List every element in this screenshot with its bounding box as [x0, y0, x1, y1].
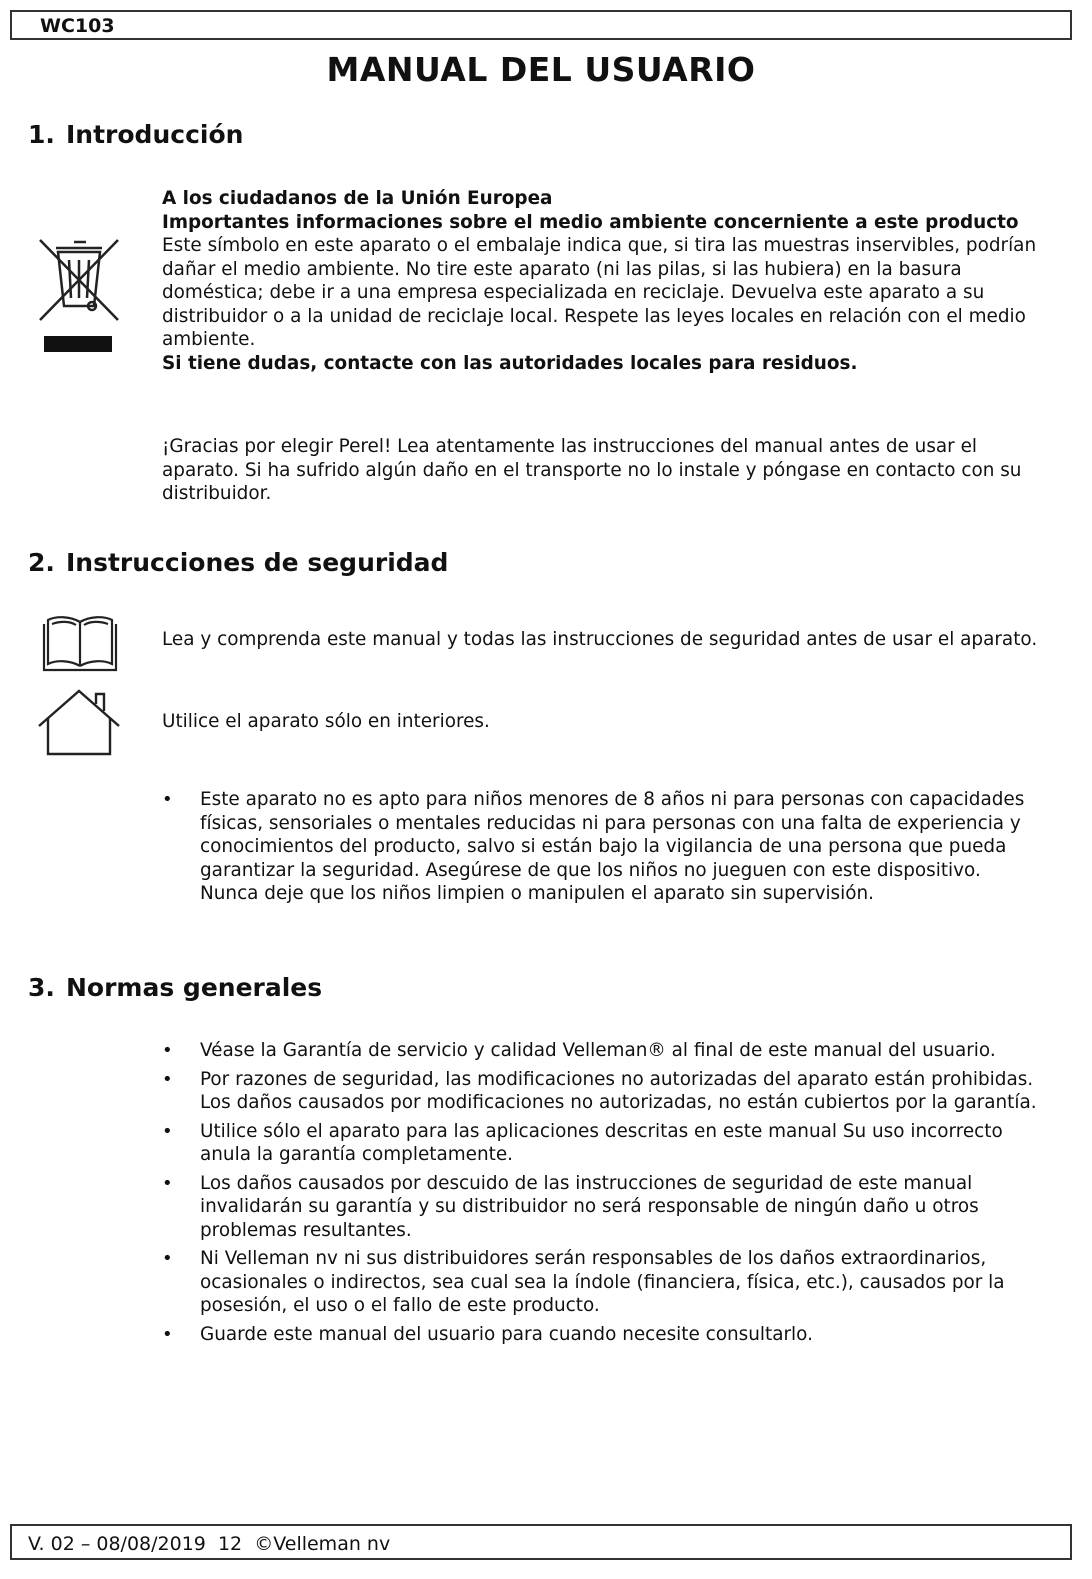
- section-2-title: Instrucciones de seguridad: [66, 548, 449, 577]
- section-3-title: Normas generales: [66, 973, 323, 1002]
- footer-text: V. 02 – 08/08/2019 12 ©Velleman nv: [28, 1533, 391, 1555]
- indoor-text: Utilice el aparato sólo en interiores.: [162, 711, 490, 732]
- list-item: • Este aparato no es apto para niños menores de 8 años ni para personas con capacidades físicas, sensoriales o mentales reducidas ni para personas con una falta de experiencia y conocimientos del producto, salvo si están bajo la vigilancia de una persona que pueda garantizar la seguridad. Asegúrese de que los niños no jueguen con este dispositivo. Nunca deje que los niños limpien o manipulen el aparato sin supervisión.: [162, 788, 1042, 906]
- safety-bullet-list: [162, 788, 1042, 911]
- read-manual-text: Lea y comprenda este manual y todas las instrucciones de seguridad antes de usar el aparato.: [162, 629, 1038, 650]
- thanks-text: ¡Gracias por elegir Perel! Lea atentamente las instrucciones del manual antes de usar el aparato. Si ha sufrido algún daño en el transporte no lo instale y póngase en contacto con su distribuidor.: [162, 436, 1022, 504]
- list-item: • Véase la Garantía de servicio y calidad Velleman® al final de este manual del usuario.: [162, 1039, 1042, 1063]
- header-box: [10, 10, 1072, 40]
- section-1-title: Introducción: [66, 120, 244, 149]
- list-item: • Por razones de seguridad, las modificaciones no autorizadas del aparato están prohibidas. Los daños causados por modificaciones no autorizadas, no están cubiertos por la garantía.: [162, 1068, 1042, 1115]
- list-item: • Guarde este manual del usuario para cuando necesite consultarlo.: [162, 1323, 1042, 1347]
- section-2-number: 2.: [28, 548, 55, 577]
- section-1-heading: [28, 120, 243, 149]
- section-3-number: 3.: [28, 973, 55, 1002]
- weee-crossed-bin-icon: [36, 236, 124, 356]
- list-item: • Ni Velleman nv ni sus distribuidores serán responsables de los daños extraordinarios, ocasionales o indirectos, sea cual sea la índole (financiera, física, etc.), causados por la posesión, el uso o el fallo de este producto.: [162, 1247, 1042, 1318]
- eu-contact: Si tiene dudas, contacte con las autoridades locales para residuos.: [162, 352, 858, 374]
- section-2-heading: [28, 548, 448, 577]
- indoor-house-icon: [36, 688, 122, 758]
- section-1-number: 1.: [28, 120, 55, 149]
- eu-subtitle: Importantes informaciones sobre el medio ambiente concerniente a este producto: [162, 211, 1019, 233]
- list-item: • Los daños causados por descuido de las instrucciones de seguridad de este manual invalidarán su garantía y su distribuidor no será responsable de ningún daño u otros problemas resultantes.: [162, 1172, 1042, 1243]
- footer-box: [10, 1524, 1072, 1560]
- section-3-heading: [28, 973, 322, 1002]
- model-number: WC103: [40, 15, 115, 37]
- read-manual-book-icon: [40, 612, 120, 674]
- eu-title: A los ciudadanos de la Unión Europea: [162, 188, 553, 209]
- page-title: MANUAL DEL USUARIO: [326, 50, 756, 89]
- eu-body: Este símbolo en este aparato o el embalaje indica que, si tira las muestras inservibles, podrían dañar el medio ambiente. No tire este aparato (ni las pilas, si las hubiera) en la basura doméstica; debe ir a una empresa especializada en reciclaje. Devuelva este aparato a su distribuidor o a la unidad de reciclaje local. Respete las leyes locales en relación con el medio ambiente.: [162, 235, 1037, 350]
- general-bullet-list: [162, 1039, 1042, 1351]
- list-item: • Utilice sólo el aparato para las aplicaciones descritas en este manual Su uso incorrecto anula la garantía completamente.: [162, 1120, 1042, 1167]
- eu-notice: [162, 187, 1042, 375]
